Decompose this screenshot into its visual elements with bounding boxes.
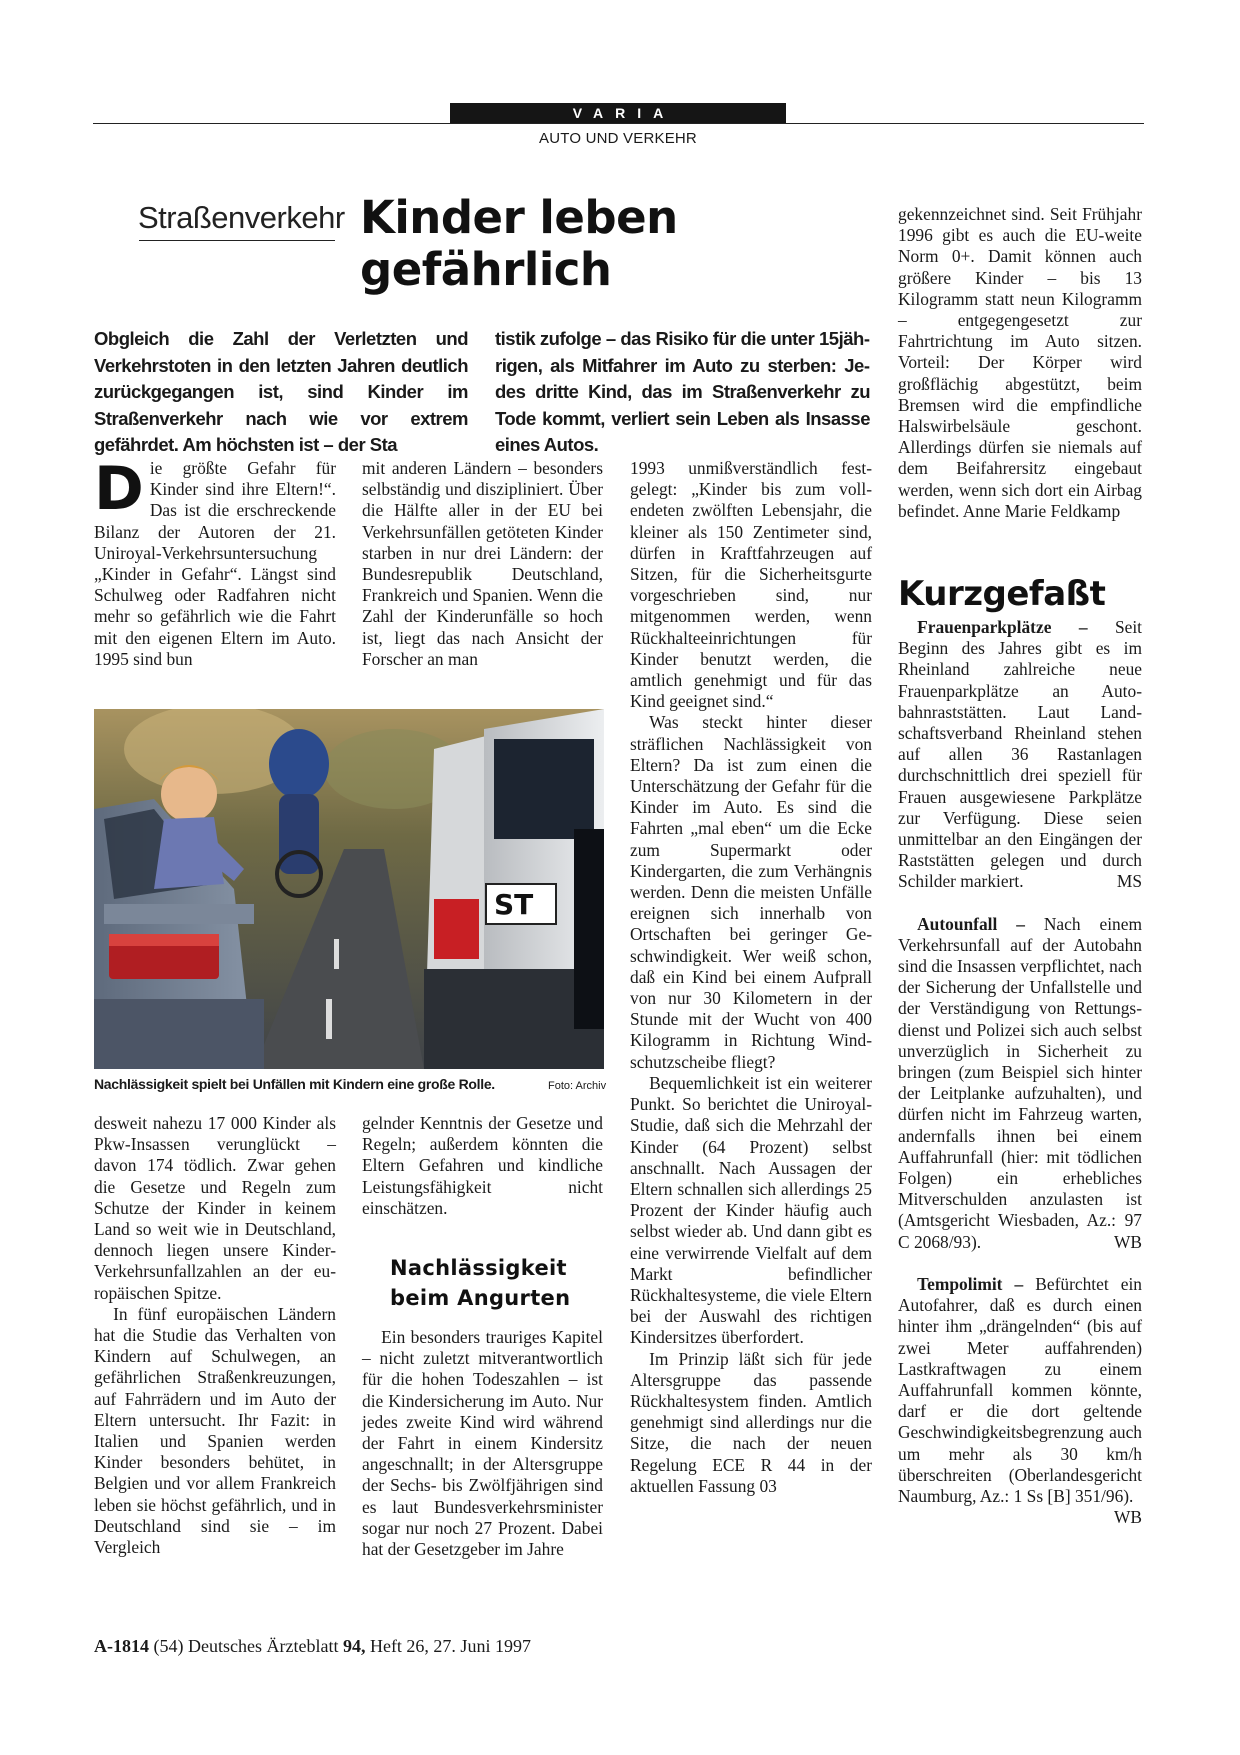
- column-1-bottom-paragraph-2: In fünf europäischen Ländern hat die Studie das Verhalten von Kindern auf Schulwegen, an gefährlichen Straßenkreuzungen, auf Fahrrädern und im Auto der Eltern untersucht. Ihr Fazit: in Italien und Spanien werden Kinder besonders behütet, in Belgien und vor allem Frankreich leben sie höchst gefährlich, und in Deutschland sind sie – im Vergleich: [94, 1303, 336, 1558]
- kurzgefasst-item-signature: WB: [1113, 1231, 1142, 1252]
- footer-issue-page: (54): [153, 1636, 184, 1656]
- column-2-bottom: [362, 1113, 603, 1219]
- subheading: [390, 1253, 600, 1313]
- photo-credit: Foto: Archiv: [548, 1080, 607, 1092]
- column-2-bottom-paragraph-1: gelnder Kenntnis der Gesetze und Regeln; außerdem könnten die Eltern Gefahren und kindliche Leistungsfähigkeit nicht einschätzen.: [362, 1113, 603, 1218]
- column-4-top: [898, 204, 1142, 522]
- column-3-paragraph-3: Bequemlichkeit ist ein weiterer Punkt. So berichtet die Uniroyal-Studie, daß sich die Mehrzahl der Kinder (64 Prozent) selbst anschnallt. Nach Aussagen der Eltern schnallen sich allerdings 25 Prozent der Kinder häufig auch selbst wieder ab. Und dann gibt es eine verwirrende Vielfalt auf dem Markt befindlicher Rückhaltesysteme, die viele Eltern bei der Auswahl des richtigen Kindersitzes überfordert.: [630, 1072, 872, 1348]
- column-3-paragraph-2: Was steckt hinter dieser sträflichen Nachlässigkeit von Eltern? Da ist zum einen die Unterschätzung der Gefahr für die Kinder im Auto. Es sind die Fahrten „mal eben“ um die Ecke zum Supermarkt oder Kindergarten, die zum Verhängnis werden. Denn die meisten Unfälle ereignen sich innerhalb von Ortschaften bei geringer Geschwindigkeit. Wer weiß schon, daß ein Kind bei einem Aufprall von nur 30 Kilometern in der Stunde mit der Wucht von 400 Kilogramm in Richtung Windschutzscheibe fliegt?: [630, 712, 872, 1072]
- footer-page-number: A-1814: [94, 1636, 149, 1656]
- kurzgefasst-item-head: Frauenparkplätze –: [917, 617, 1088, 637]
- column-2-bottom-paragraph-2: Ein besonders trauriges Kapitel – nicht zuletzt mitverantwortlich für die hohen Todeszahlen – ist die Kindersicherung im Auto. Nur jedes zweite Kind wird während der Fahrt in einem Kindersitz angeschnallt; in der Altersgruppe der Sechs- bis Zwölfjährigen sind es laut Bundesverkehrsminister sogar nur noch 27 Prozent. Dabei hat der Gesetzgeber im Jahre: [362, 1327, 603, 1560]
- column-1-top-text: ie größte Gefahr für Kinder sind ihre Eltern!“. Das ist die erschreckende Bilanz der Autoren der 21. Uniroyal-Verkehrsuntersuchung „Kinder in Gefahr“. Längst sind Schulweg oder Radfahren nicht mehr so gefährlich wie die Fahrt mit den eigenen Eltern im Auto. 1995 sind bun: [94, 458, 336, 669]
- subheading-line-1: Nachlässigkeit: [390, 1256, 567, 1280]
- footer-volume: 94,: [342, 1636, 366, 1656]
- article-headline: [360, 192, 790, 296]
- kurzgefasst-item-text: Nach einem Verkehrsunfall auf der Autobahn sind die Insassen verpflichtet, nach der Sicherung der Unfallstelle und der Verständigung von Rettungsdienst und Polizei sich auch selbst unverzüglich in Sicherheit zu bringen (zum Beispiel sich hinter der Leitplanke aufzuhalten), und dürfen nicht im Fahrzeug warten, andernfalls ihnen bei einem Auffahrunfall (hier: mit tödlichen Folgen) ein erhebliches Mitverschulden anzulasten ist (Amtsgericht Wiesbaden, Az.: 97 C 2068/93).: [898, 913, 1142, 1252]
- kurzgefasst-item: [898, 914, 1142, 1253]
- subheading-line-2: beim Angurten: [390, 1286, 571, 1310]
- kurzgefasst-item-signature: WB: [1113, 1507, 1142, 1528]
- column-3: [630, 458, 872, 1497]
- rubric-label: VARIA: [572, 105, 676, 121]
- column-4-top-text: gekennzeichnet sind. Seit Frühjahr 1996 gibt es auch die EU-weite Norm 0+. Damit können auch größere Kinder – bis 13 Kilogramm statt neun Kilogramm – entgegengesetzt zur Fahrtrichtung im Auto sitzen. Vorteil: Der Körper wird großflächig abgestützt, beim Bremsen wird die empfindliche Halswirbelsäule geschont. Allerdings dürfen sie niemals auf dem Beifahrersitz eingebaut werden, wenn sich dort ein Airbag befindet. Anne Marie Feldkamp: [898, 204, 1142, 521]
- column-1-bottom: [94, 1113, 336, 1558]
- section-label: AUTO UND VERKEHR: [539, 130, 697, 147]
- kurzgefasst-item-text: Befürchtet ein Autofahrer, daß es durch einen hinter ihm „drängelnden“ (bis auf zwei Meter auffahrenden) Lastkraftwagen zu einem Auffahrunfall kommen könnte, darf er die dort geltende Geschwindigkeitsbegrenzung auch um mehr als 30 km/h überschreiten (Oberlandesgericht Naumburg, Az.: 1 Ss [B] 351/96).: [898, 1273, 1142, 1506]
- kurzgefasst-item: [898, 1273, 1142, 1528]
- headline-line-2: gefährlich: [360, 243, 612, 296]
- column-2-top: [362, 458, 603, 670]
- column-3-paragraph-1: 1993 unmißverständlich festgelegt: „Kinder bis zum vollendeten zwölften Lebensjahr, die kleiner als 150 Zentimeter sind, dürfen in Kraftfahrzeugen auf Sitzen, für die Sicherheitsgurte vorgeschrieben sind, nur mitgenommen werden, wenn Rückhalteeinrichtungen für Kinder benutzt werden, die amtlich genehmigt und für das Kind geeignet sind.“: [630, 458, 872, 712]
- footer-journal: Deutsches Ärzteblatt: [188, 1636, 339, 1656]
- kurzgefasst-column: [898, 617, 1142, 1528]
- kurzgefasst-item: [898, 617, 1142, 893]
- column-3-paragraph-4: Im Prinzip läßt sich für jede Altersgruppe das passende Rückhaltesystem finden. Amtlich genehmigt sind allerdings nur die Sitze, die nach der neuen Regelung ECE R 44 in der aktuellen Fassung 03: [630, 1348, 872, 1496]
- kicker-rule: [139, 240, 335, 241]
- article-photo: [94, 709, 604, 1069]
- column-1-bottom-paragraph-1: desweit nahezu 17 000 Kinder als Pkw-Insassen verunglückt – davon 174 tödlich. Zwar gehen die Gesetze und Regeln zum Schutze der Kinder in keinem Land so weit wie in Deutschland, dennoch liegen unsere Kinder-Verkehrsunfallzahlen an der europäischen Spitze.: [94, 1113, 336, 1303]
- traffic-photo-image: [94, 709, 604, 1069]
- footer-issue: Heft 26, 27. Juni 1997: [369, 1636, 531, 1656]
- drop-cap: D: [94, 454, 144, 524]
- headline-line-1: Kinder leben: [360, 191, 678, 244]
- kurzgefasst-item-head: Autounfall –: [917, 913, 1025, 934]
- column-1-top: [94, 454, 336, 670]
- kurzgefasst-title: Kurzgefaßt: [898, 574, 1106, 614]
- header-rule: [93, 123, 1144, 124]
- column-2-top-text: mit anderen Ländern – besonders selbständig und diszipliniert. Über die Hälfte aller in der EU bei Verkehrsunfällen getöteten Kinder starben in nur drei Ländern: der Bundesrepublik Deutschland, Frankreich und Spanien. Wenn die Zahl der Kinderunfälle so hoch ist, liegt das nach Ansicht der Forscher an man: [362, 458, 603, 669]
- page-footer: [94, 1636, 531, 1657]
- license-plate-text: ST: [494, 888, 534, 921]
- column-2-bottom-continued: [362, 1327, 603, 1560]
- lead-right: tistik zufolge – das Risiko für die unter 15jährigen, als Mitfahrer im Auto zu sterben: Jedes dritte Kind, das im Straßenverkehr zu Tode kommt, verliert sein Leben als Insasse eines Autos.: [495, 328, 870, 455]
- article-kicker: Straßenverkehr: [138, 200, 345, 235]
- kurzgefasst-item-text: Seit Beginn des Jahres gibt es im Rheinland zahlreiche neue Frauenparkplätze an Autobahnraststätten. Laut Landschaftsverband Rheinland stehen auf allen 36 Rastanlagen durchschnittlich drei speziell für Frauen ausgewiesene Parkplätze zur Verfügung. Diese seien unmittelbar an den Eingängen der Raststätten gelegen und durch Schilder markiert.: [898, 617, 1142, 892]
- kurzgefasst-item-signature: MS: [1116, 871, 1142, 892]
- photo-caption: Nachlässigkeit spielt bei Unfällen mit Kindern eine große Rolle.: [94, 1076, 495, 1092]
- lead-left: Obgleich die Zahl der Verletzten und Verkehrstoten in den letzten Jahren deutlich zurückgegangen ist, sind Kinder im Straßenverkehr nach wie vor extrem gefährdet. Am höchsten ist – der Sta: [94, 328, 468, 455]
- rubric-bar: [450, 103, 786, 123]
- kurzgefasst-item-head: Tempolimit –: [917, 1273, 1024, 1294]
